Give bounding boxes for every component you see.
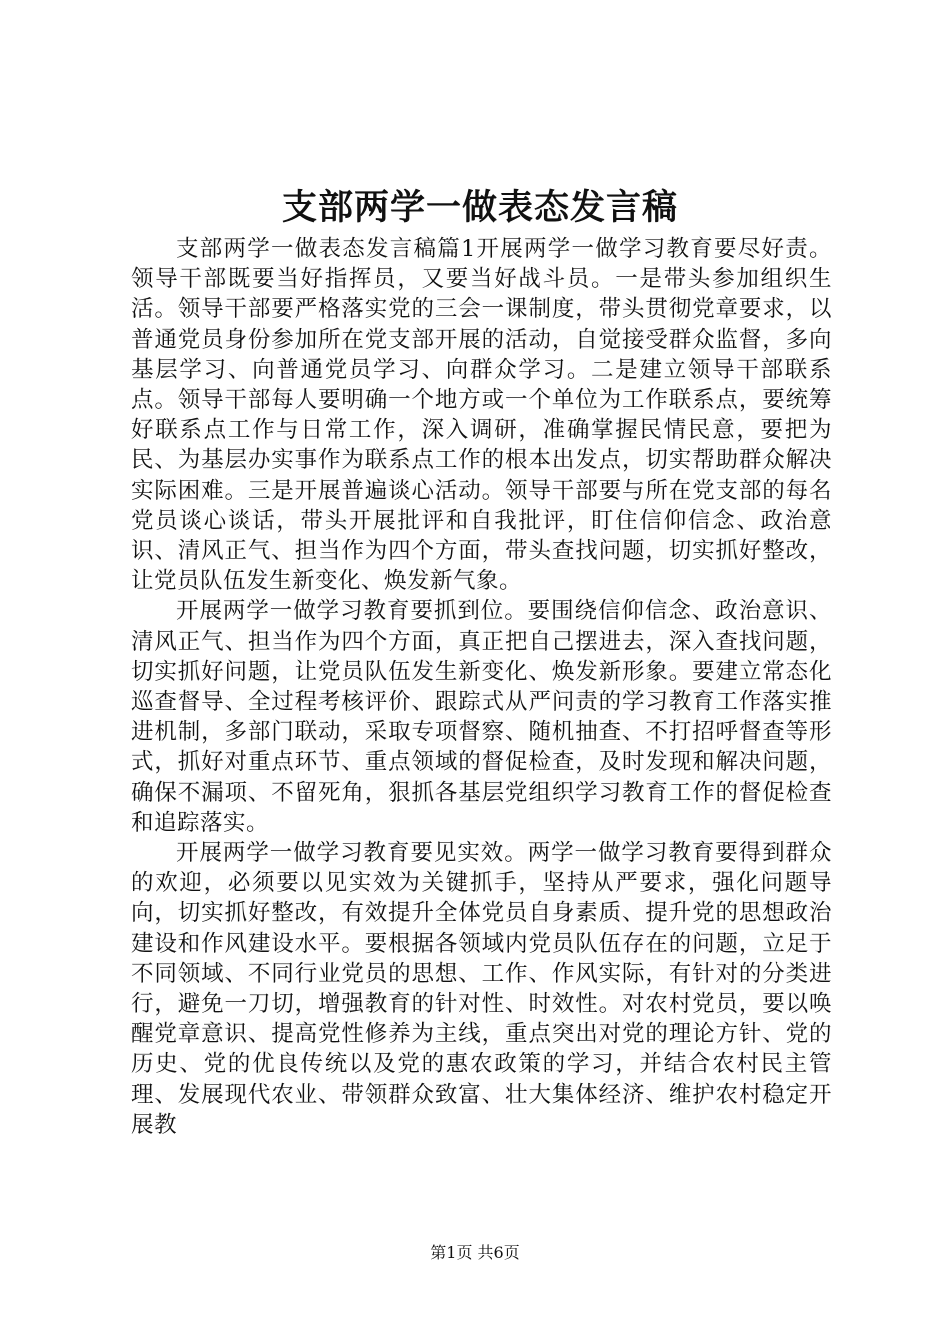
paragraph-1: 支部两学一做表态发言稿篇1开展两学一做学习教育要尽好责。领导干部既要当好指挥员，又要当好战斗员。一是带头参加组织生活。领导干部要严格落实党的三会一课制度，带头贯彻党章要求，以普通党员身份参加所在党支部开展的活动，自觉接受群众监督，多向基层学习、向普通党员学习、向群众学习。二是建立领导干部联系点。领导干部每人要明确一个地方或一个单位为工作联系点，要统筹好联系点工作与日常工作，深入调研，准确掌握民情民意，要把为民、为基层办实事作为联系点工作的根本出发点，切实帮助群众解决实际困难。三是开展普遍谈心活动。领导干部要与所在党支部的每名党员谈心谈话，带头开展批评和自我批评，盯住信仰信念、政治意识、清风正气、担当作为四个方面，带头查找问题，切实抓好整改，让党员队伍发生新变化、焕发新气象。 [131,236,832,595]
paragraph-3: 开展两学一做学习教育要见实效。两学一做学习教育要得到群众的欢迎，必须要以见实效为关键抓手，坚持从严要求，强化问题导向，切实抓好整改，有效提升全体党员自身素质、提升党的思想政治建设和作风建设水平。要根据各领域内党员队伍存在的问题，立足于不同领域、不同行业党员的思想、工作、作风实际，有针对的分类进行，避免一刀切，增强教育的针对性、时效性。对农村党员，要以唤醒党章意识、提高党性修养为主线，重点突出对党的理论方针、党的历史、党的优良传统以及党的惠农政策的学习，并结合农村民主管理、发展现代农业、带领群众致富、壮大集体经济、维护农村稳定开展教 [131,840,832,1138]
document-title: 支部两学一做表态发言稿 [281,187,678,228]
paragraph-2: 开展两学一做学习教育要抓到位。要围绕信仰信念、政治意识、清风正气、担当作为四个方面，真正把自己摆进去，深入查找问题，切实抓好问题，让党员队伍发生新变化、焕发新形象。要建立常态化巡查督导、全过程考核评价、跟踪式从严问责的学习教育工作落实推进机制，多部门联动，采取专项督察、随机抽查、不打招呼督查等形式，抓好对重点环节、重点领域的督促检查，及时发现和解决问题，确保不漏项、不留死角，狠抓各基层党组织学习教育工作的督促检查和追踪落实。 [131,598,832,836]
document-body [131,234,832,1140]
page-footer: 第1页 共6页 [430,1243,520,1262]
